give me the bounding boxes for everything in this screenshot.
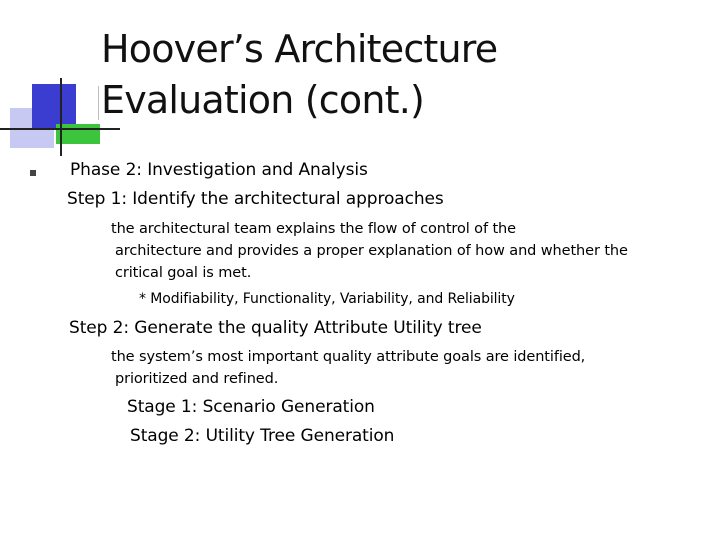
stage-2-text: Stage 2: Utility Tree Generation [130, 426, 395, 446]
decor-blue-square [32, 84, 76, 128]
phase-text: Phase 2: Investigation and Analysis [70, 160, 368, 180]
decor-green-square [56, 124, 100, 144]
step1-desc-line-3: critical goal is met. [115, 265, 252, 281]
title-line-2: Evaluation (cont.) [101, 78, 425, 122]
step1-note: * Modifiability, Functionality, Variability, and Reliability [139, 291, 515, 307]
decor-thin-line [98, 86, 99, 120]
stage-1-text: Stage 1: Scenario Generation [127, 397, 375, 417]
step1-desc-line-1: the architectural team explains the flow of control of the [111, 221, 516, 237]
bullet-square-icon [30, 170, 36, 176]
step2-desc-line-2: prioritized and refined. [115, 371, 279, 387]
decor-horizontal-rule [0, 128, 120, 130]
step1-desc-line-2: architecture and provides a proper explanation of how and whether the [115, 243, 628, 259]
step1-heading: Step 1: Identify the architectural approaches [67, 189, 444, 209]
decor-vertical-rule [60, 78, 62, 156]
title-line-1: Hoover’s Architecture [101, 27, 498, 71]
slide-title [101, 24, 701, 126]
step2-heading: Step 2: Generate the quality Attribute Utility tree [69, 318, 482, 338]
step2-desc-line-1: the system’s most important quality attribute goals are identified, [111, 349, 586, 365]
